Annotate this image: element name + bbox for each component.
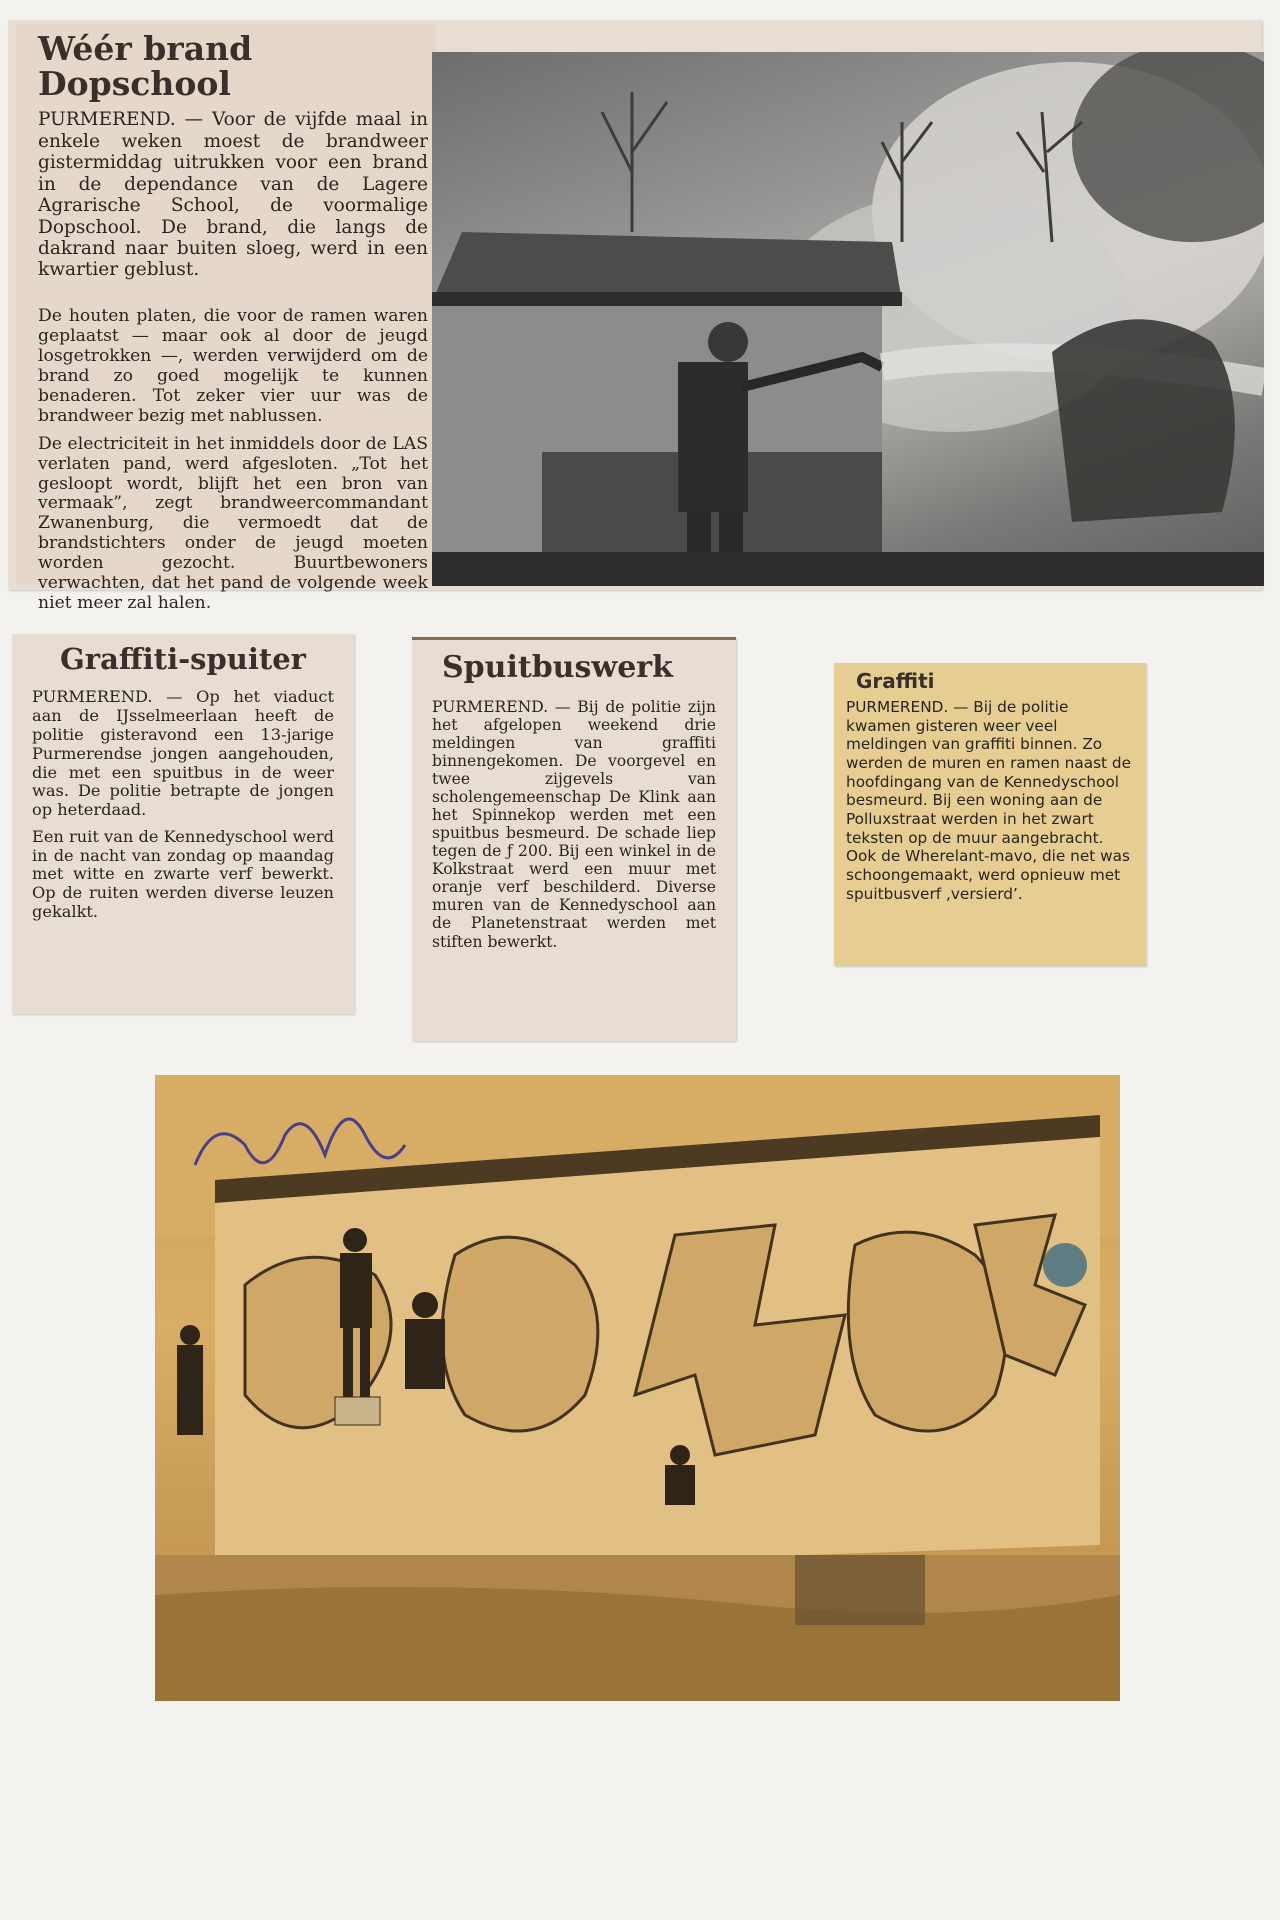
headline: Spuitbuswerk <box>442 650 673 685</box>
ink-blot <box>1043 1243 1087 1287</box>
graffiti-wall-illustration <box>155 1075 1120 1701</box>
headline: Graffiti-spuiter <box>60 642 306 676</box>
graffiti-wall-photo <box>155 1075 1120 1701</box>
headline: Graffiti <box>856 669 935 693</box>
body-paragraph: De houten platen, die voor de ramen waren geplaatst — maar ook al door de jeugd losgetrokken —, werden verwijderd om de brand zo goed mogelijk te kunnen benaderen. Tot zeker vier uur was de brandweer bezig met nablussen. <box>38 305 428 426</box>
clipping-graffiti-spuiter <box>12 634 354 1014</box>
lead-paragraph: PURMEREND. — Voor de vijfde maal in enkele weken moest de brandweer gistermiddag uitrukken voor een brand in de dependance van de Lagere Agrarische School, de voormalige Dopschool. De brand, die langs de dakrand naar buiten sloeg, werd in een kwartier geblust. <box>38 109 428 281</box>
body-paragraph: De electriciteit in het inmiddels door de LAS verlaten pand, werd afgesloten. „Tot het gesloopt wordt, blijft het een bron van vermaak”, zegt brandweercommandant Zwanenburg, die vermoedt dat de brandstichters onder de jeugd moeten worden gezocht. Buurtbewoners verwachten, dat het pand de volgende week niet meer zal halen. <box>38 433 428 614</box>
body-paragraph: PURMEREND. — Op het viaduct aan de IJsselmeerlaan heeft de politie gisteravond een 13-jarige Purmerendse jongen aangehouden, die met een spuitbus in de weer was. De politie betrapte de jongen op heterdaad. <box>32 687 334 820</box>
clipping-spuitbuswerk <box>412 637 736 1041</box>
body-paragraph: PURMEREND. — Bij de politie zijn het afgelopen weekend drie meldingen van graffiti binnengekomen. De voorgevel en twee zijgevels van scholengemeenschap De Klink aan het Spinnekop werden met een spuitbus besmeurd. De schade liep tegen de ƒ 200. Bij een winkel in de Kolkstraat werd een muur met oranje verf beschilderd. Diverse muren van de Kennedyschool aan de Planetenstraat werden met stiften bewerkt. <box>432 697 716 951</box>
body-paragraph: Een ruit van de Kennedyschool werd in de nacht van zondag op maandag met witte en zwarte verf bewerkt. Op de ruiten werden diverse leuzen gekalkt. <box>32 826 334 922</box>
article-column <box>16 24 436 614</box>
headline: Wéér brand Dopschool <box>38 29 253 103</box>
firefighter-illustration <box>432 52 1264 586</box>
fire-photo <box>432 52 1264 586</box>
body-paragraph: PURMEREND. — Bij de politie kwamen gisteren weer veel meldingen van graffiti binnen. Zo werden de muren en ramen naast de hoofdingang van de Kennedyschool besmeurd. Bij een woning aan de Polluxstraat werden in het zwart teksten op de muur aangebracht. Ook de Wherelant-mavo, die net was schoongemaakt, werd opnieuw met spuitbusverf ,versierd’. <box>846 698 1132 903</box>
clipping-graffiti <box>834 663 1146 966</box>
